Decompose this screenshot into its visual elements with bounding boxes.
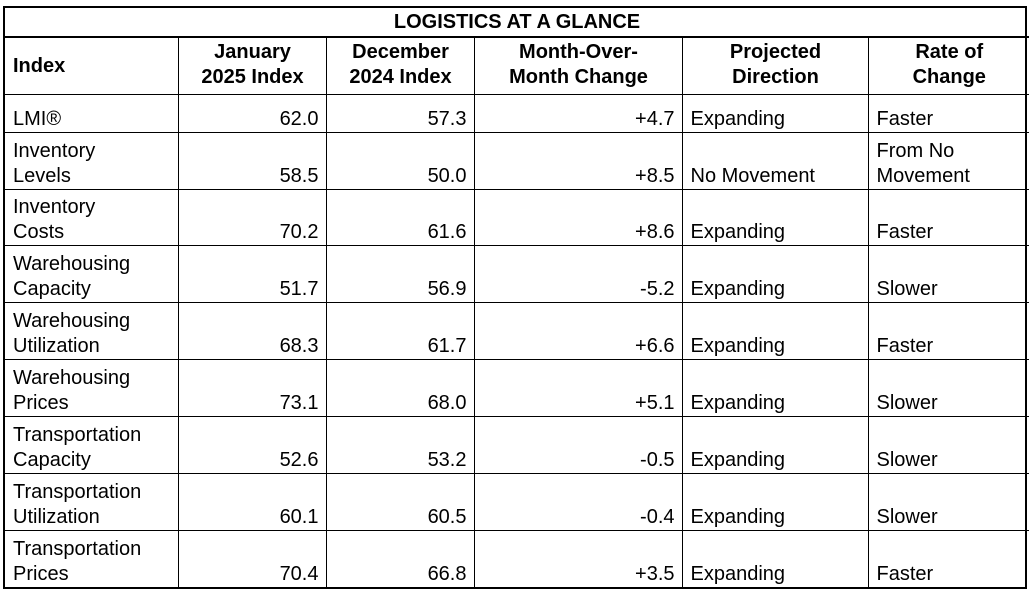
cell-rate-of-change <box>868 132 1029 189</box>
cell-january-2025: 62.0 <box>178 95 326 133</box>
cell-month-over-month-change: +8.5 <box>474 132 682 189</box>
text-line: Faster <box>876 335 934 358</box>
text-line: Utilization <box>13 335 100 358</box>
text-line: Slower <box>876 506 938 529</box>
table-row <box>5 474 1029 531</box>
text-line: Warehousing <box>13 310 131 333</box>
cell-projected-direction: Expanding <box>682 360 868 417</box>
text-line: Slower <box>876 392 938 415</box>
text-line: Slower <box>876 278 938 301</box>
cell-rate-of-change <box>868 95 1029 133</box>
text-line: 2024 Index <box>349 66 452 88</box>
column-header-month-over-month-change <box>474 37 682 95</box>
text-line: Index <box>13 54 66 77</box>
cell-rate-of-change <box>868 189 1029 246</box>
cell-month-over-month-change: +5.1 <box>474 360 682 417</box>
text-line: Projected <box>729 41 822 63</box>
text-line: December <box>352 41 449 63</box>
cell-december-2024: 61.6 <box>326 189 474 246</box>
text-line: Levels <box>13 164 71 187</box>
text-line: Warehousing <box>13 367 131 390</box>
text-line: Month Change <box>509 66 648 88</box>
cell-december-2024: 53.2 <box>326 417 474 474</box>
text-line: Inventory <box>13 196 96 219</box>
cell-index-name <box>5 132 178 189</box>
text-line: Faster <box>876 563 934 585</box>
column-header-rate-of-change <box>868 37 1029 95</box>
cell-month-over-month-change: -0.4 <box>474 474 682 531</box>
cell-projected-direction: Expanding <box>682 95 868 133</box>
text-line: Faster <box>876 107 934 130</box>
cell-december-2024: 66.8 <box>326 531 474 587</box>
cell-december-2024: 50.0 <box>326 132 474 189</box>
text-line: LMI® <box>13 107 62 130</box>
text-line: Capacity <box>13 278 91 301</box>
text-line: January <box>214 41 291 63</box>
cell-index-name <box>5 95 178 133</box>
cell-rate-of-change <box>868 474 1029 531</box>
table-title: LOGISTICS AT A GLANCE <box>5 8 1029 37</box>
text-line: Change <box>912 66 986 88</box>
cell-december-2024: 61.7 <box>326 303 474 360</box>
cell-january-2025: 70.2 <box>178 189 326 246</box>
column-header-projected-direction <box>682 37 868 95</box>
cell-projected-direction: Expanding <box>682 531 868 587</box>
column-header-index <box>5 37 178 95</box>
cell-december-2024: 56.9 <box>326 246 474 303</box>
text-line: Prices <box>13 392 69 415</box>
cell-rate-of-change <box>868 531 1029 587</box>
text-line: Transportation <box>13 538 142 560</box>
cell-month-over-month-change: +8.6 <box>474 189 682 246</box>
cell-projected-direction: Expanding <box>682 474 868 531</box>
cell-projected-direction: No Movement <box>682 132 868 189</box>
column-header-december-2024 <box>326 37 474 95</box>
text-line: 2025 Index <box>201 66 304 88</box>
table-row <box>5 531 1029 587</box>
logistics-table-frame <box>3 6 1027 589</box>
cell-rate-of-change <box>868 417 1029 474</box>
text-line: Transportation <box>13 424 142 447</box>
table-row <box>5 132 1029 189</box>
cell-rate-of-change <box>868 360 1029 417</box>
cell-december-2024: 68.0 <box>326 360 474 417</box>
table-row <box>5 417 1029 474</box>
cell-month-over-month-change: +4.7 <box>474 95 682 133</box>
cell-january-2025: 73.1 <box>178 360 326 417</box>
cell-month-over-month-change: +6.6 <box>474 303 682 360</box>
cell-projected-direction: Expanding <box>682 417 868 474</box>
cell-index-name <box>5 474 178 531</box>
text-line: Prices <box>13 563 69 585</box>
table-row <box>5 189 1029 246</box>
table-row <box>5 360 1029 417</box>
cell-rate-of-change <box>868 303 1029 360</box>
cell-index-name <box>5 417 178 474</box>
text-line: Month-Over- <box>519 41 638 63</box>
cell-index-name <box>5 360 178 417</box>
cell-january-2025: 51.7 <box>178 246 326 303</box>
text-line: Direction <box>732 66 819 88</box>
table-row <box>5 246 1029 303</box>
logistics-table <box>5 8 1029 587</box>
table-row <box>5 95 1029 133</box>
text-line: Transportation <box>13 481 142 504</box>
cell-projected-direction: Expanding <box>682 246 868 303</box>
cell-rate-of-change <box>868 246 1029 303</box>
cell-index-name <box>5 189 178 246</box>
cell-index-name <box>5 303 178 360</box>
cell-january-2025: 68.3 <box>178 303 326 360</box>
text-line: Inventory <box>13 139 96 162</box>
cell-index-name <box>5 246 178 303</box>
cell-january-2025: 58.5 <box>178 132 326 189</box>
text-line: Capacity <box>13 449 91 472</box>
cell-month-over-month-change: +3.5 <box>474 531 682 587</box>
text-line: Slower <box>876 449 938 472</box>
cell-january-2025: 70.4 <box>178 531 326 587</box>
text-line: Costs <box>13 221 65 244</box>
text-line: Utilization <box>13 506 100 529</box>
cell-projected-direction: Expanding <box>682 303 868 360</box>
text-line: Faster <box>876 221 934 244</box>
text-line: From No <box>876 139 955 162</box>
cell-january-2025: 60.1 <box>178 474 326 531</box>
cell-projected-direction: Expanding <box>682 189 868 246</box>
cell-month-over-month-change: -5.2 <box>474 246 682 303</box>
cell-january-2025: 52.6 <box>178 417 326 474</box>
cell-december-2024: 57.3 <box>326 95 474 133</box>
cell-december-2024: 60.5 <box>326 474 474 531</box>
table-row <box>5 303 1029 360</box>
cell-index-name <box>5 531 178 587</box>
text-line: Movement <box>876 164 970 187</box>
text-line: Rate of <box>915 41 984 63</box>
text-line: Warehousing <box>13 253 131 276</box>
cell-month-over-month-change: -0.5 <box>474 417 682 474</box>
column-header-january-2025 <box>178 37 326 95</box>
